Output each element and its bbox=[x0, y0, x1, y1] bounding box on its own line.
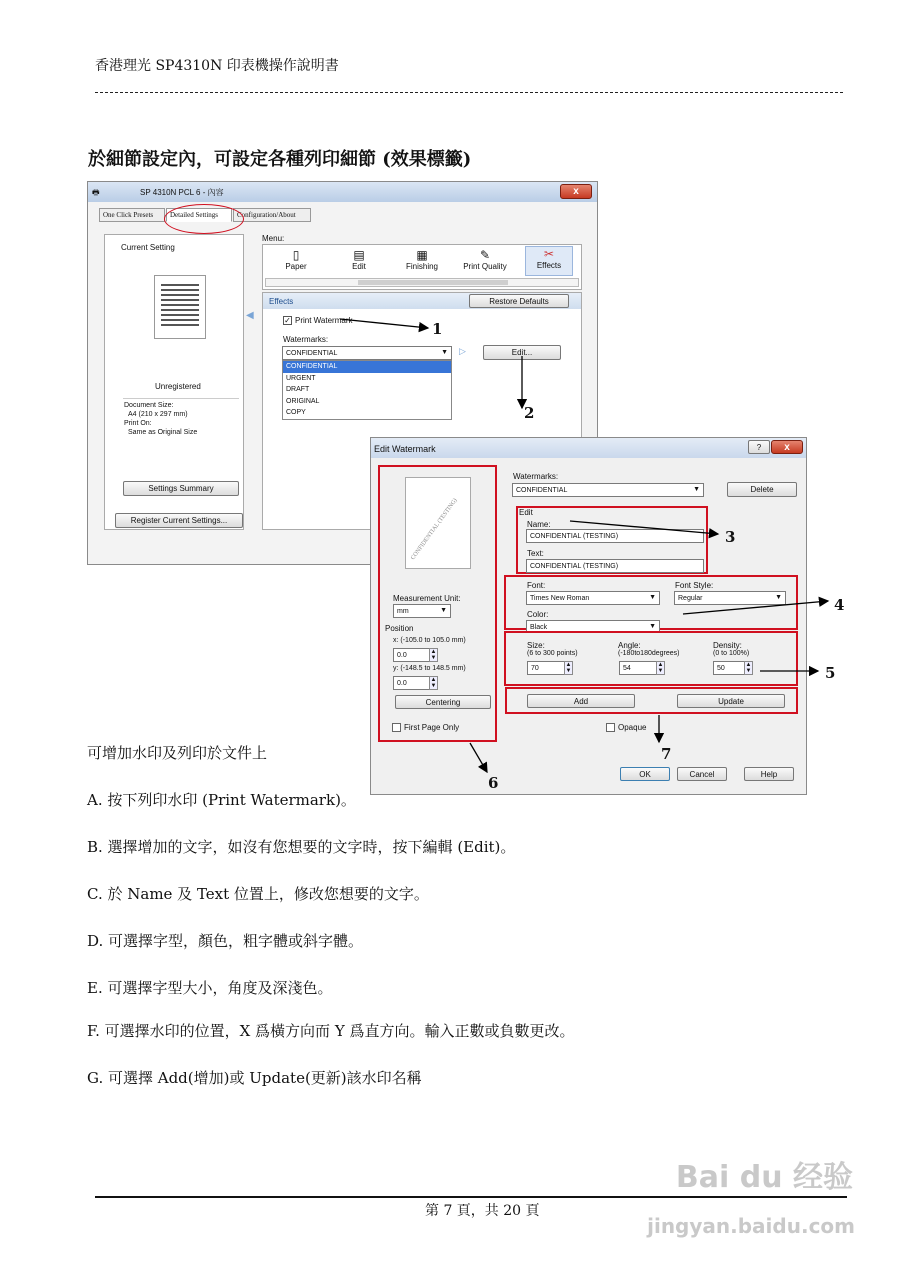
delete-button[interactable]: Delete bbox=[727, 482, 797, 497]
watermarks-select-value: CONFIDENTIAL bbox=[516, 487, 568, 494]
menu-print-quality-label: Print Quality bbox=[463, 262, 507, 271]
angle-spinner[interactable]: ▲ ▼ bbox=[657, 662, 664, 674]
measurement-unit-label: Measurement Unit: bbox=[393, 594, 461, 603]
font-label: Font: bbox=[527, 581, 546, 590]
close-button[interactable]: x bbox=[560, 184, 592, 199]
step-a: A. 按下列印水印 (Print Watermark)。 bbox=[87, 791, 356, 809]
dropdown-option[interactable]: CONFIDENTIAL bbox=[283, 361, 451, 373]
print-on-value: Same as Original Size bbox=[128, 429, 198, 436]
arrow-3 bbox=[570, 521, 718, 534]
density-label: Density: bbox=[713, 641, 742, 650]
preview-watermark-text: CONFIDENTIAL (TESTING) bbox=[410, 497, 459, 562]
dropdown-option[interactable]: DRAFT bbox=[286, 386, 310, 393]
paper-icon: ▯ bbox=[292, 248, 300, 262]
edit-icon: ▤ bbox=[353, 248, 365, 262]
watermarks-label: Watermarks: bbox=[283, 335, 329, 344]
text-label: Text: bbox=[527, 549, 544, 558]
add-button[interactable]: Add bbox=[527, 694, 635, 708]
edit-group-label: Edit bbox=[519, 508, 533, 517]
help-button[interactable]: Help bbox=[744, 767, 794, 781]
menu-edit-label: Edit bbox=[352, 262, 366, 271]
update-button[interactable]: Update bbox=[677, 694, 785, 708]
step-c: C. 於 Name 及 Text 位置上，修改您想要的文字。 bbox=[87, 885, 429, 903]
document-header-title: 香港理光 SP4310N 印表機操作說明書 bbox=[95, 58, 339, 74]
footer-divider bbox=[95, 1196, 847, 1198]
measurement-unit-value: mm bbox=[397, 608, 409, 615]
menu-finishing-label: Finishing bbox=[405, 262, 438, 271]
restore-defaults-button[interactable]: Restore Defaults bbox=[469, 294, 569, 308]
density-spinner[interactable]: ▲ ▼ bbox=[745, 662, 752, 674]
centering-button[interactable]: Centering bbox=[395, 695, 491, 709]
dropdown-option[interactable]: ORIGINAL bbox=[286, 397, 320, 405]
print-watermark-label: Print Watermark bbox=[295, 316, 353, 325]
expand-arrow-icon: ▷ bbox=[459, 346, 466, 356]
cancel-button[interactable]: Cancel bbox=[677, 767, 727, 781]
arrow-1 bbox=[340, 319, 428, 328]
arrow-6 bbox=[470, 743, 487, 772]
unregistered-label: Unregistered bbox=[155, 382, 201, 391]
size-spinner[interactable]: ▲ ▼ bbox=[565, 662, 572, 674]
step-g: G. 可選擇 Add(增加)或 Update(更新)該水印名稱 bbox=[87, 1069, 422, 1087]
chevron-down-icon: ▼ bbox=[440, 607, 447, 614]
page-number: 第 7 頁，共 20 頁 bbox=[425, 1203, 540, 1219]
callout-2: 2 bbox=[524, 404, 535, 422]
section-heading: 於細節設定內，可設定各種列印細節 (效果標籤) bbox=[88, 149, 472, 170]
position-label: Position bbox=[385, 624, 414, 633]
dropdown-option[interactable]: COPY bbox=[286, 409, 306, 416]
watermarks-dropdown-value: CONFIDENTIAL bbox=[286, 350, 338, 357]
x-position-input[interactable]: 0.0 bbox=[393, 648, 431, 662]
chevron-down-icon: ▼ bbox=[649, 623, 656, 630]
size-range: (6 to 300 points) bbox=[527, 650, 578, 657]
intro-paragraph: 可增加水印及列印於文件上 bbox=[87, 744, 268, 762]
x-range-label: x: (-105.0 to 105.0 mm) bbox=[393, 637, 466, 644]
callout-5: 5 bbox=[825, 664, 836, 682]
close-button[interactable]: x bbox=[771, 440, 803, 454]
print-on-label: Print On: bbox=[124, 420, 152, 427]
document-size-label: Document Size: bbox=[124, 402, 174, 409]
step-d: D. 可選擇字型，顏色，粗字體或斜字體。 bbox=[87, 932, 364, 950]
callout-1: 1 bbox=[432, 320, 443, 338]
edit-watermark-button[interactable]: Edit... bbox=[483, 345, 561, 360]
y-position-input[interactable]: 0.0 bbox=[393, 676, 431, 690]
baidu-watermark-url: jingyan.baidu.com bbox=[647, 1214, 855, 1238]
callout-7: 7 bbox=[661, 745, 672, 763]
opaque-label: Opaque bbox=[618, 723, 647, 732]
menu-effects-label: Effects bbox=[536, 261, 562, 270]
menu-label: Menu: bbox=[262, 234, 285, 243]
step-b: B. 選擇增加的文字，如沒有您想要的文字時，按下編輯 (Edit)。 bbox=[87, 838, 516, 856]
tab-configuration-about[interactable]: Configuration/About bbox=[233, 208, 311, 222]
finishing-icon: ▦ bbox=[416, 248, 428, 262]
chevron-down-icon: ▼ bbox=[649, 594, 656, 601]
first-page-only-label: First Page Only bbox=[404, 723, 460, 732]
document-size-value: A4 (210 x 297 mm) bbox=[128, 411, 188, 418]
step-e: E. 可選擇字型大小，角度及深淺色。 bbox=[87, 979, 333, 997]
effects-icon: ✂ bbox=[543, 247, 555, 261]
angle-label: Angle: bbox=[618, 641, 641, 650]
baidu-watermark-logo: Bai du 经验 bbox=[675, 1160, 853, 1195]
print-watermark-checkbox[interactable]: ✓ bbox=[284, 316, 291, 325]
watermarks-label: Watermarks: bbox=[513, 472, 559, 481]
density-range: (0 to 100%) bbox=[713, 650, 750, 657]
angle-range: (-180to180degrees) bbox=[618, 650, 680, 657]
dropdown-option[interactable]: URGENT bbox=[286, 374, 316, 382]
ok-button[interactable]: OK bbox=[620, 767, 670, 781]
current-setting-label: Current Setting bbox=[121, 243, 175, 252]
register-current-settings-button[interactable]: Register Current Settings... bbox=[115, 513, 243, 528]
edit-watermark-title: Edit Watermark bbox=[374, 444, 436, 454]
callout-3: 3 bbox=[725, 528, 736, 546]
size-input[interactable]: 70 bbox=[527, 661, 565, 675]
callout-6: 6 bbox=[488, 774, 499, 792]
dialog-title: SP 4310N PCL 6 - 內容 bbox=[140, 188, 224, 197]
color-label: Color: bbox=[527, 610, 549, 619]
tab-one-click-presets[interactable]: One Click Presets bbox=[99, 208, 165, 222]
chevron-down-icon: ▼ bbox=[441, 349, 448, 356]
printer-icon: 🖶 bbox=[92, 188, 100, 197]
callout-4: 4 bbox=[834, 596, 845, 614]
text-input[interactable]: CONFIDENTIAL (TESTING) bbox=[526, 559, 704, 573]
chevron-down-icon: ▼ bbox=[693, 486, 700, 493]
font-style-value: Regular bbox=[678, 595, 703, 602]
name-label: Name: bbox=[527, 520, 551, 529]
size-label: Size: bbox=[527, 641, 545, 650]
menu-paper-label: Paper bbox=[285, 262, 307, 271]
effects-title: Effects bbox=[269, 297, 294, 306]
y-spinner[interactable]: ▲ ▼ bbox=[430, 677, 437, 689]
density-input[interactable]: 50 bbox=[713, 661, 745, 675]
print-quality-icon: ✎ bbox=[479, 248, 491, 262]
color-value: Black bbox=[530, 624, 548, 631]
settings-summary-button[interactable]: Settings Summary bbox=[123, 481, 239, 496]
name-input[interactable]: CONFIDENTIAL (TESTING) bbox=[526, 529, 704, 543]
y-range-label: y: (-148.5 to 148.5 mm) bbox=[393, 665, 466, 672]
help-icon[interactable]: ? bbox=[748, 440, 770, 454]
font-value: Times New Roman bbox=[530, 595, 590, 602]
collapse-arrow-icon[interactable]: ◀ bbox=[246, 310, 254, 321]
tab-detailed-settings[interactable]: Detailed Settings bbox=[166, 208, 232, 222]
x-spinner[interactable]: ▲ ▼ bbox=[430, 649, 437, 661]
step-f: F. 可選擇水印的位置，X 爲橫方向而 Y 爲直方向。輸入正數或負數更改。 bbox=[87, 1022, 575, 1040]
chevron-down-icon: ▼ bbox=[775, 594, 782, 601]
angle-input[interactable]: 54 bbox=[619, 661, 657, 675]
font-style-label: Font Style: bbox=[675, 581, 714, 590]
arrow-4 bbox=[683, 601, 828, 614]
